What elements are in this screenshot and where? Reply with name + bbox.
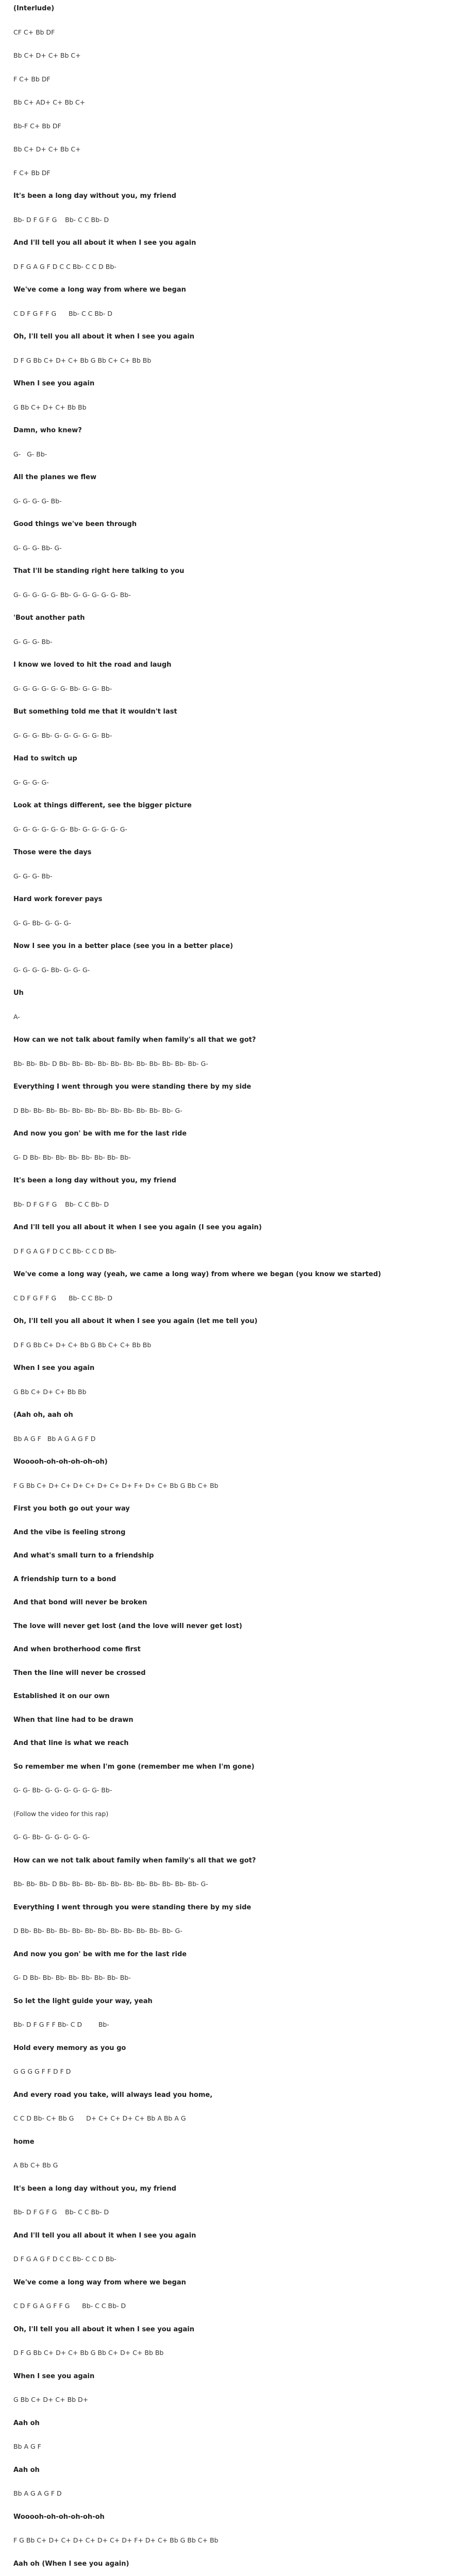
chord-line: G- G- G- G- Bb- (13, 497, 62, 505)
chord-line: D F G A G F D C C Bb- C C D Bb- (13, 1247, 116, 1255)
lyric-line: And now you gon' be with me for the last ride (13, 1950, 187, 1958)
lyric-line: How can we not talk about family when family's all that we got? (13, 1036, 256, 1044)
chord-line: Bb A G A G F D (13, 2489, 62, 2497)
chord-line: Bb- D F G F G Bb- C C Bb- D (13, 215, 109, 224)
chord-line: G- G- G- G- G- G- Bb- G- G- Bb- (13, 684, 112, 692)
lyric-line: So let the light guide your way, yeah (13, 1997, 153, 2005)
chord-line: G- G- Bb- (13, 450, 47, 458)
chord-line: D F G Bb C+ D+ C+ Bb G Bb C+ C+ Bb Bb (13, 1341, 152, 1349)
chord-line: D Bb- Bb- Bb- Bb- Bb- Bb- Bb- Bb- Bb- Bb- Bb- Bb- G- (13, 1927, 182, 1935)
chord-line: F C+ Bb DF (13, 168, 51, 177)
chord-line: Bb- D F G F F Bb- C D Bb- (13, 2021, 109, 2028)
chord-line: G Bb C+ D+ C+ Bb D+ (13, 2396, 89, 2403)
chord-line: F G Bb C+ D+ C+ D+ C+ D+ C+ D+ F+ D+ C+ Bb G Bb C+ Bb (13, 2536, 219, 2544)
chord-line: C D F G F F G Bb- C C Bb- D (13, 1294, 112, 1302)
chord-line: D Bb- Bb- Bb- Bb- Bb- Bb- Bb- Bb- Bb- Bb- Bb- Bb- G- (13, 1106, 182, 1114)
lyric-line: And now you gon' be with me for the last ride (13, 1130, 187, 1138)
chord-line: C D F G A G F F G Bb- C C Bb- D (13, 2302, 126, 2310)
lyric-line: When I see you again (13, 380, 95, 387)
lyric-line: I know we loved to hit the road and laugh (13, 661, 172, 669)
chord-line: Bb A G F Bb A G A G F D (13, 1434, 96, 1443)
lyric-line: Then the line will never be crossed (13, 1669, 146, 1677)
chord-line: Bb C+ AD+ C+ Bb C+ (13, 98, 86, 106)
chord-line: G- G- G- G- G- G- Bb- G- G- G- G- G- (13, 825, 127, 833)
chord-line: (Follow the video for this rap) (13, 1809, 109, 1818)
lyric-line: We've come a long way (yeah, we came a long way) from where we began (you know we started) (13, 1270, 381, 1278)
lyric-line: home (13, 2138, 35, 2146)
chord-line: G- G- G- G- (13, 778, 49, 786)
lyric-line: And that line is what we reach (13, 1739, 129, 1747)
chord-line: D F G A G F D C C Bb- C C D Bb- (13, 262, 116, 270)
lyric-line: Look at things different, see the bigger picture (13, 802, 192, 809)
chord-line: Bb-F C+ Bb DF (13, 122, 61, 130)
chord-line: G- G- G- G- G- Bb- G- G- G- G- G- Bb- (13, 590, 131, 599)
lyric-line: It's been a long day without you, my friend (13, 192, 176, 200)
lyric-line: We've come a long way from where we began (13, 286, 186, 294)
chord-line: G- D Bb- Bb- Bb- Bb- Bb- Bb- Bb- Bb- (13, 1153, 131, 1161)
lyric-line: And that bond will never be broken (13, 1599, 147, 1606)
lyric-line: And every road you take, will always lead you home, (13, 2091, 213, 2099)
chord-line: F C+ Bb DF (13, 75, 51, 83)
lyric-line: Aah oh (13, 2466, 40, 2474)
lyric-line: And I'll tell you all about it when I see you again (I see you again) (13, 1224, 262, 1231)
lyric-line: Established it on our own (13, 1692, 110, 1700)
lyric-line: It's been a long day without you, my friend (13, 2184, 176, 2193)
lyric-line: Oh, I'll tell you all about it when I see you again (13, 333, 194, 341)
chord-line: Bb- D F G F G Bb- C C Bb- D (13, 2208, 109, 2216)
lyric-line: Those were the days (13, 849, 92, 856)
lyric-line: When that line had to be drawn (13, 1716, 134, 1724)
chord-line: G- G- Bb- G- G- G- G- G- G- Bb- (13, 1786, 112, 1794)
lyric-line: (Interlude) (13, 5, 55, 12)
lyric-line: Oh, I'll tell you all about it when I see you again (13, 2325, 194, 2333)
lyric-line: And I'll tell you all about it when I see you again (13, 239, 196, 247)
chord-line: G- G- Bb- G- G- G- G- G- (13, 1833, 90, 1841)
chord-line: G Bb C+ D+ C+ Bb Bb (13, 403, 87, 411)
lyric-line: A friendship turn to a bond (13, 1575, 116, 1583)
chord-line: A Bb C+ Bb G (13, 2161, 58, 2169)
lyric-line: Now I see you in a better place (see you in a better place) (13, 942, 234, 950)
lyric-line: Aah oh (13, 2419, 40, 2427)
chord-line: G- G- G- Bb- G- G- G- G- G- Bb- (13, 731, 112, 739)
chord-line: G- G- G- Bb- (13, 872, 53, 880)
lyric-line: Aah oh (When I see you again) (13, 2560, 129, 2568)
lyric-line: (Aah oh, aah oh (13, 1411, 73, 1419)
chord-line: C D F G F F G Bb- C C Bb- D (13, 309, 112, 317)
lyric-line: Had to switch up (13, 755, 77, 762)
chord-line: Bb C+ D+ C+ Bb C+ (13, 52, 81, 59)
lyric-line: And what's small turn to a friendship (13, 1552, 154, 1560)
lyric-line: Damn, who knew? (13, 427, 82, 434)
chord-line: G G G G F F D F D (13, 2067, 71, 2075)
chord-line: G- G- G- G- Bb- G- G- G- (13, 965, 90, 974)
lyric-line: Wooooh-oh-oh-oh-oh-oh (13, 2513, 105, 2521)
lyric-line: When I see you again (13, 1364, 95, 1372)
lyric-line: Good things we've been through (13, 520, 137, 528)
chord-line: G- G- Bb- G- G- G- (13, 919, 71, 927)
chord-line: G- G- G- Bb- G- (13, 544, 62, 552)
chord-line: D F G A G F D C C Bb- C C D Bb- (13, 2255, 116, 2263)
lyric-line: When I see you again (13, 2372, 95, 2380)
lyric-line: Wooooh-oh-oh-oh-oh-oh) (13, 1458, 108, 1466)
lyric-line: Hold every memory as you go (13, 2044, 126, 2052)
lyric-line: 'Bout another path (13, 614, 85, 622)
chord-line: G- G- G- Bb- (13, 637, 53, 646)
lyric-line: First you both go out your way (13, 1505, 130, 1513)
lyric-line: Uh (13, 989, 24, 997)
lyric-line: But something told me that it wouldn't last (13, 708, 177, 716)
lyric-line: And I'll tell you all about it when I see you again (13, 2231, 196, 2240)
chord-line: D F G Bb C+ D+ C+ Bb G Bb C+ C+ Bb Bb (13, 356, 152, 364)
lyric-line: That I'll be standing right here talking to you (13, 567, 185, 575)
chord-line: CF C+ Bb DF (13, 28, 55, 36)
lyric-line: How can we not talk about family when family's all that we got? (13, 1856, 256, 1865)
lyric-line: Everything I went through you were standing there by my side (13, 1083, 252, 1091)
lyric-line: Everything I went through you were standing there by my side (13, 1903, 252, 1911)
chord-line: A- (13, 1012, 20, 1021)
lyric-line: And the vibe is feeling strong (13, 1528, 126, 1536)
chord-line: Bb- D F G F G Bb- C C Bb- D (13, 1200, 109, 1208)
lyric-line: We've come a long way from where we began (13, 2278, 186, 2286)
chord-line: D F G Bb C+ D+ C+ Bb G Bb C+ D+ C+ Bb Bb (13, 2349, 164, 2357)
chord-line: Bb- Bb- Bb- D Bb- Bb- Bb- Bb- Bb- Bb- Bb- Bb- Bb- Bb- Bb- G- (13, 1059, 208, 1067)
lyric-line: Oh, I'll tell you all about it when I see you again (let me tell you) (13, 1317, 258, 1325)
chord-line: C C D Bb- C+ Bb G D+ C+ C+ D+ C+ Bb A Bb A G (13, 2114, 186, 2122)
chord-line: Bb A G F (13, 2443, 41, 2450)
chord-line: G- D Bb- Bb- Bb- Bb- Bb- Bb- Bb- Bb- (13, 1974, 131, 1981)
chord-line: Bb C+ D+ C+ Bb C+ (13, 145, 81, 153)
lyric-line: Hard work forever pays (13, 895, 103, 903)
chord-line: F G Bb C+ D+ C+ D+ C+ D+ C+ D+ F+ D+ C+ Bb G Bb C+ Bb (13, 1481, 219, 1489)
lyric-line: All the planes we flew (13, 473, 96, 481)
chord-line: G Bb C+ D+ C+ Bb Bb (13, 1387, 87, 1396)
chord-line: Bb- Bb- Bb- D Bb- Bb- Bb- Bb- Bb- Bb- Bb- Bb- Bb- Bb- Bb- G- (13, 1880, 208, 1888)
lyric-line: The love will never get lost (and the love will never get lost) (13, 1622, 242, 1630)
lyric-line: And when brotherhood come first (13, 1646, 141, 1653)
lyric-line: It's been a long day without you, my friend (13, 1177, 176, 1184)
lyric-line: So remember me when I'm gone (remember me when I'm gone) (13, 1762, 255, 1771)
